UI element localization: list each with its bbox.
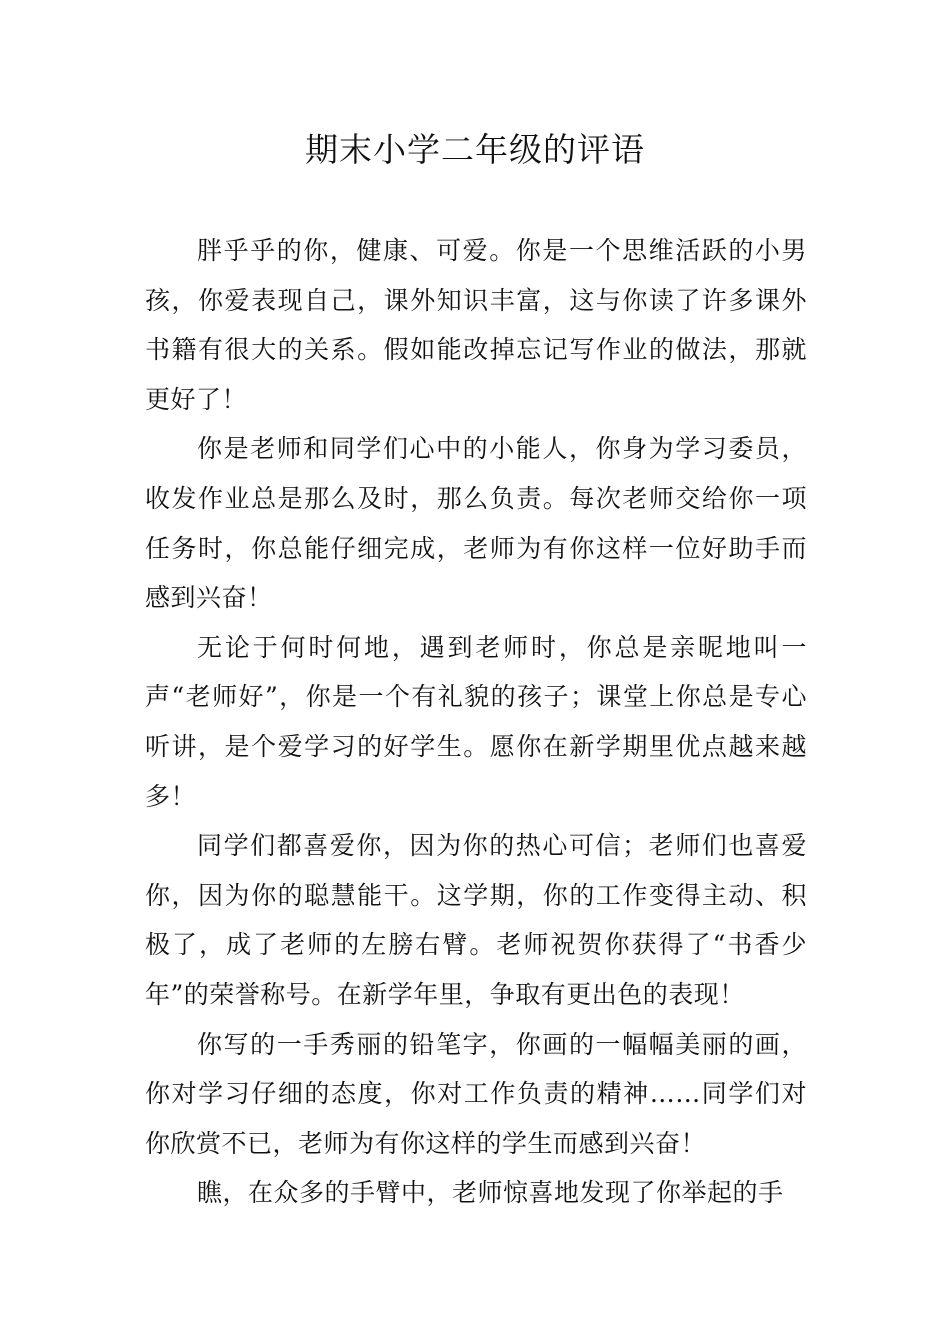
document-body [145, 226, 807, 1226]
paragraph-5: 你写的一手秀丽的铅笔字，你画的一幅幅美丽的画，你对学习仔细的态度，你对工作负责的精神……同学们对你欣赏不已，老师为有你这样的学生而感到兴奋！ [145, 1029, 807, 1158]
paragraph-6: 瞧，在众多的手臂中，老师惊喜地发现了你举起的手 [197, 1178, 784, 1208]
document-title: 期末小学二年级的评语 [305, 130, 645, 169]
paragraph-3: 无论于何时何地，遇到老师时，你总是亲昵地叫一声“老师好”，你是一个有礼貌的孩子；课堂上你总是专心听讲，是个爱学习的好学生。愿你在新学期里优点越来越多！ [145, 632, 807, 811]
paragraph-1: 胖乎乎的你，健康、可爱。你是一个思维活跃的小男孩，你爱表现自己，课外知识丰富，这与你读了许多课外书籍有很大的关系。假如能改掉忘记写作业的做法，那就更好了！ [145, 236, 807, 414]
paragraph-2: 你是老师和同学们心中的小能人，你身为学习委员，收发作业总是那么及时，那么负责。每次老师交给你一项任务时，你总能仔细完成，老师为有你这样一位好助手而感到兴奋！ [145, 434, 807, 613]
paragraph-4: 同学们都喜爱你，因为你的热心可信；老师们也喜爱你，因为你的聪慧能干。这学期，你的工作变得主动、积极了，成了老师的左膀右臂。老师祝贺你获得了“书香少年”的荣誉称号。在新学年里，争取有更出色的表现！ [145, 831, 807, 1009]
